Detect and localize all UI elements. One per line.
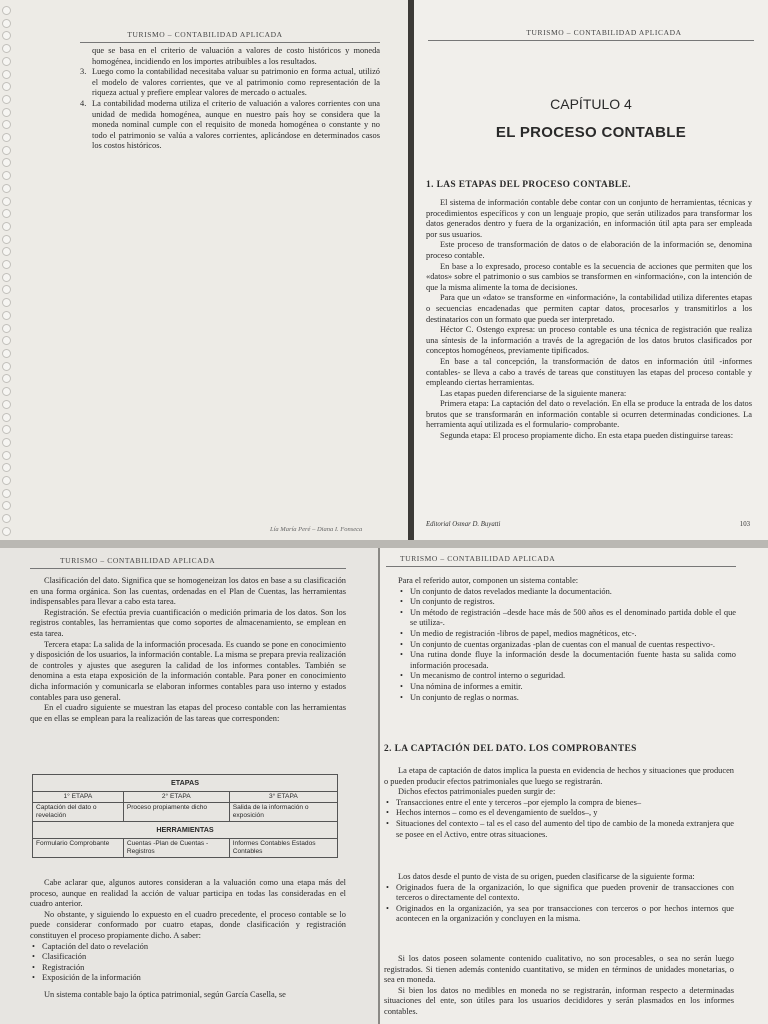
list-item: • Una rutina donde fluye la información desde la documentación fuente hasta su salida como información procesada. <box>398 650 736 671</box>
section-heading: 1. LAS ETAPAS DEL PROCESO CONTABLE. <box>426 180 631 190</box>
table-cell: Captación del dato o revelación <box>33 803 124 822</box>
table-caption: HERRAMIENTAS <box>33 822 338 839</box>
numbered-list <box>80 46 380 152</box>
list-item: • Captación del dato o revelación <box>30 942 346 953</box>
body-text <box>398 576 736 703</box>
table-cell: Proceso propiamente dicho <box>123 803 229 822</box>
body-text <box>30 878 346 1001</box>
binder-holes <box>2 6 12 536</box>
list-item: • Exposición de la información <box>30 973 346 984</box>
list-item: 3. Luego como la contabilidad necesitaba valuar su patrimonio en forma actual, utilizó el modelo de valores corrientes, que ve al patrimonio como representación de la riqueza actual y prefiere emplear valores de mercado o actuales. <box>80 67 380 98</box>
header-rule <box>80 42 380 43</box>
paragraph: Dichos efectos patrimoniales pueden surgir de: <box>398 787 556 797</box>
body-text <box>384 766 734 840</box>
running-head: TURISMO – CONTABILIDAD APLICADA <box>127 30 283 39</box>
page-left-top <box>0 0 408 540</box>
table-row <box>33 839 338 858</box>
paragraph: Este proceso de transformación de datos o de elaboración de la información se, denomina proceso contable. <box>426 240 752 260</box>
list-item: • Clasificación <box>30 952 346 963</box>
list-item: • Un método de registración –desde hace más de 500 años es el denominado partida doble el que se utiliza-. <box>398 608 736 629</box>
list-item: • Una nómina de informes a emitir. <box>398 682 736 693</box>
scan-separator <box>0 540 768 548</box>
column-header: 3° ETAPA <box>229 792 337 803</box>
paragraph: Primera etapa: La captación del dato o revelación. En ella se produce la entrada de los datos brutos que se transformarán en información contable si ocurren determinadas condiciones. La herramienta aquí utilizada es el formulario- comprobante. <box>426 399 752 430</box>
body-text <box>384 872 734 925</box>
paragraph: Las etapas pueden diferenciarse de la siguiente manera: <box>440 388 627 398</box>
running-head: TURISMO – CONTABILIDAD APLICADA <box>60 556 216 565</box>
paragraph: En el cuadro siguiente se muestran las etapas del proceso contable con las herramientas que en ellas se emplean para la realización de las tareas que corresponden: <box>30 703 346 723</box>
paragraph: Para el referido autor, componen un sistema contable: <box>398 576 579 585</box>
body-text <box>30 576 346 724</box>
table-cell: Informes Contables Estados Contables <box>229 839 337 858</box>
list-item: • Originados en la organización, ya sea por transacciones con terceros o por hechos internos que acontecen en la organización y concluyen en la misma. <box>384 904 734 925</box>
chapter-title: EL PROCESO CONTABLE <box>495 124 687 141</box>
paragraph: Para que un «dato» se transforme en «información», la contabilidad utiliza diferentes etapas o secuencias encadenadas que permiten captar datos, procesarlos y transmitirlos a los destinatarios con un formato que pueda ser interpretado. <box>426 293 752 324</box>
list-item: • Un conjunto de reglas o normas. <box>398 693 736 704</box>
list-item: • Un mecanismo de control interno o seguridad. <box>398 671 736 682</box>
bullet-list <box>384 883 734 925</box>
body-text <box>384 954 734 1018</box>
paragraph: Héctor C. Ostengo expresa: un proceso contable es una técnica de registración que realiza una síntesis de la información a través de la agregación de los datos brutos clasificados por conceptos homogéneos, previamente tipificados. <box>426 325 752 356</box>
list-item: • Hechos internos – como es el devengamiento de sueldos–, y <box>384 808 734 819</box>
bullet-list <box>384 798 734 840</box>
table-header-row <box>33 792 338 803</box>
table-row <box>33 803 338 822</box>
section-heading: 2. LA CAPTACIÓN DEL DATO. LOS COMPROBANTES <box>384 744 637 754</box>
paragraph: Segunda etapa: El proceso propiamente dicho. En esta etapa pueden distinguirse tareas: <box>440 431 734 441</box>
column-header: 1° ETAPA <box>33 792 124 803</box>
paragraph: Si los datos poseen solamente contenido cualitativo, no son procesables, o sea no serán luego registrados. Si tienen además contenido cuantitativo, se miden en términos de unidades monetarias, o sea en moneda. <box>384 954 734 985</box>
paragraph: Cabe aclarar que, algunos autores consideran a la valuación como una etapa más del proceso, aunque en realidad la acción de valuar participa en todas las consideradas en el cuadro anterior. <box>30 878 346 909</box>
page-right-top <box>414 0 768 540</box>
paragraph: El sistema de información contable debe contar con un conjunto de herramientas, técnicas y procedimientos específicos y con un lenguaje propio, que serán utilizados para transformar los datos generados dentro y fuera de la organización, en información útil apta para ser empleada por sus usuarios. <box>426 198 752 239</box>
header-rule <box>386 566 736 567</box>
chapter-number: CAPÍTULO 4 <box>550 96 632 112</box>
paragraph: Clasificación del dato. Significa que se homogeneizan los datos en base a su clasificación en una forma orgánica. Son las cuentas, ordenadas en el Plan de Cuentas, las herramientas indispensables para llevar a cabo esta tarea. <box>30 576 346 607</box>
page-footer: Lía María Peré – Diana I. Fonseca <box>270 526 363 533</box>
list-item: • Registración <box>30 963 346 974</box>
paragraph: En base a tal concepción, la transformación de datos en información útil -informes contables- se lleva a cabo a través de tareas que constituyen las etapas del proceso contable y empleando ciertas herramientas. <box>426 356 752 388</box>
paragraph: Registración. Se efectúa previa cuantificación o medición primaria de los datos. Son los registros contables, las herramientas que como soportes de almacenamiento, se emplean en esta tarea. <box>30 607 346 638</box>
paragraph: Si bien los datos no medibles en moneda no se registrarán, informan respecto a determinadas situaciones del ente, son útiles para los usuarios decididores y serán plasmados en los informes contables. <box>384 985 734 1016</box>
list-item: 4. La contabilidad moderna utiliza el criterio de valuación a valores corrientes con una unidad de medida homogénea, aunque en nuestro país hoy se considera que la moneda nominal cumple con el requisito de moneda homogénea o constante y no todo el patrimonio se valúa a valores corrientes, aplicándose en determinados casos los costos históricos. <box>80 98 380 151</box>
list-item: • Un medio de registración -libros de papel, medios magnéticos, etc-. <box>398 629 736 640</box>
list-item: • Originados fuera de la organización, lo que significa que pueden provenir de transacciones con terceros o directamente del contexto. <box>384 883 734 904</box>
table-cell: Salida de la información o exposición <box>229 803 337 822</box>
paragraph: En base a lo expresado, proceso contable es la secuencia de acciones que permiten que los «datos» sobre el patrimonio o sus cambios se transformen en «información», con la intención de que la misma alimente la toma de decisiones. <box>426 261 752 292</box>
bullet-list <box>398 587 736 704</box>
table-cell: Formulario Comprobante <box>33 839 124 858</box>
header-rule <box>30 568 346 569</box>
paragraph: Un sistema contable bajo la óptica patrimonial, según García Casella, se <box>44 989 286 999</box>
running-head: TURISMO – CONTABILIDAD APLICADA <box>400 554 556 563</box>
page-left-bottom <box>0 548 378 1024</box>
table-caption: ETAPAS <box>33 775 338 792</box>
body-text <box>426 198 752 442</box>
list-item: • Un conjunto de datos revelados mediante la documentación. <box>398 587 736 598</box>
list-item: • Un conjunto de registros. <box>398 597 736 608</box>
paragraph: Los datos desde el punto de vista de su origen, pueden clasificarse de la siguiente forma: <box>398 872 695 881</box>
etapas-table <box>32 774 338 858</box>
column-header: 2° ETAPA <box>123 792 229 803</box>
paragraph: La etapa de captación de datos implica la puesta en evidencia de hechos y situaciones que producen o pueden producir efectos patrimoniales que luego se registrarán. <box>384 766 734 786</box>
running-head: TURISMO – CONTABILIDAD APLICADA <box>526 28 682 37</box>
page-right-bottom <box>380 548 768 1024</box>
publisher: Editorial Osmar D. Buyatti <box>426 521 501 528</box>
header-rule <box>428 40 754 41</box>
list-item: que se basa en el criterio de valuación a valores de costo históricos y moneda homogénea, incidiendo en los importes atribuibles a los resultados. <box>92 46 380 66</box>
paragraph: Tercera etapa: La salida de la información procesada. Es cuando se pone en conocimiento y disposición de los usuarios, la información contable. La misma se prepara previa realización de controles y ajustes que aseguren la calidad de los informes contables. También se denomina a esta etapa exposición de la información contable. Para poner en conocimiento dicha información y comunicarla se elaboran informes contables para uso interno y estados contables para uso general. <box>30 639 346 702</box>
bullet-list <box>30 942 346 984</box>
page-number: 103 <box>739 521 750 528</box>
list-item: • Un conjunto de cuentas organizadas -plan de cuentas con el manual de cuentas respectivo-. <box>398 640 736 651</box>
list-item: • Transacciones entre el ente y terceros –por ejemplo la compra de bienes– <box>384 798 734 809</box>
page-footer <box>426 521 750 528</box>
list-item: • Situaciones del contexto – tal es el caso del aumento del tipo de cambio de la moneda extranjera que se posee en el Activo, entre otras situaciones. <box>384 819 734 840</box>
paragraph: No obstante, y siguiendo lo expuesto en el cuadro precedente, el proceso contable se lo puede considerar conformado por cuatro etapas, donde clasificación y registración constituyen el proceso propiamente dicho. A saber: <box>30 909 346 940</box>
table-cell: Cuentas -Plan de Cuentas - Registros <box>123 839 229 858</box>
